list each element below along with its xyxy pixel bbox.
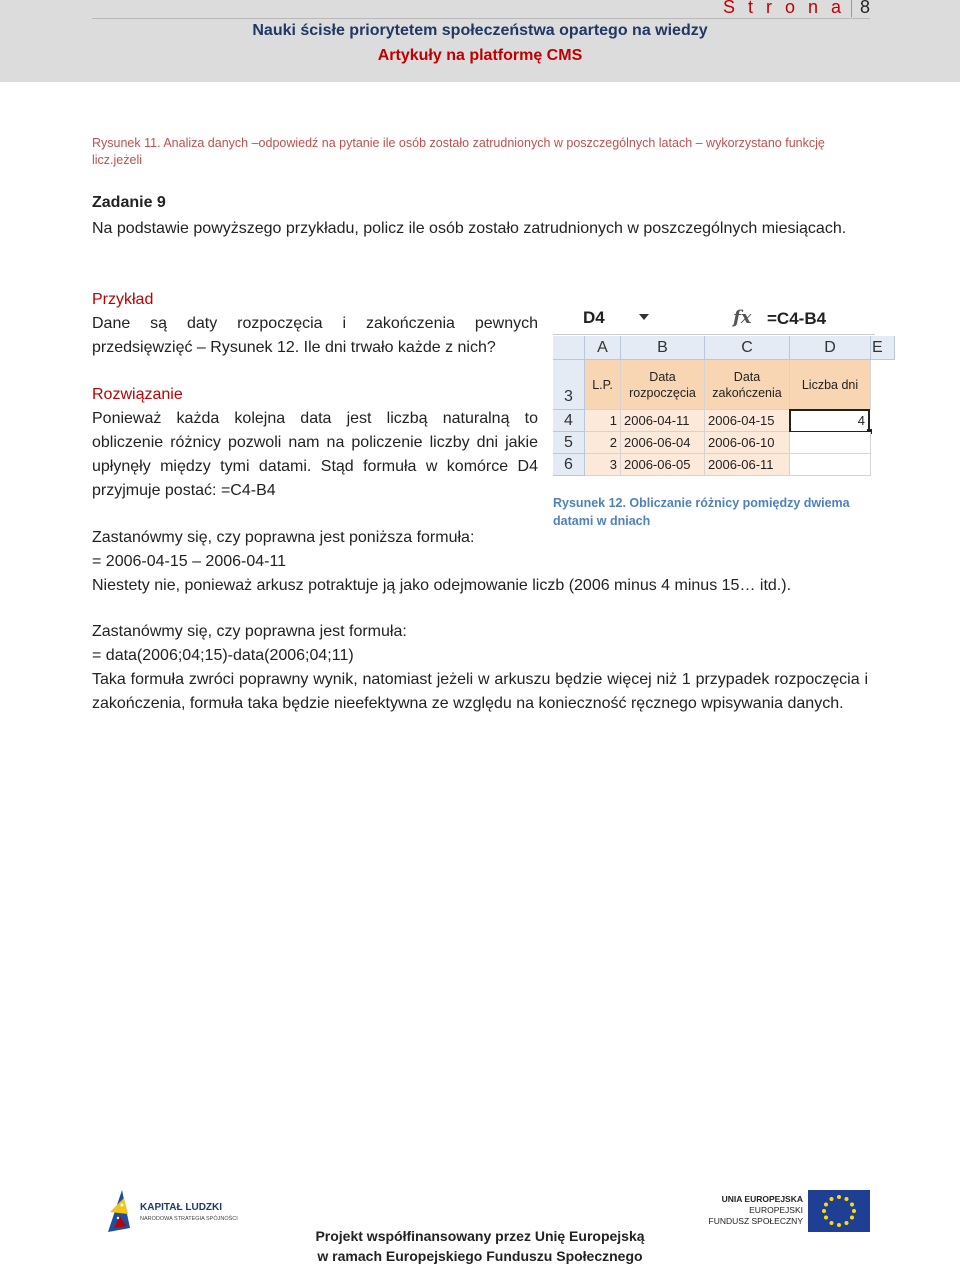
header-subtitle: Artykuły na platformę CMS bbox=[377, 47, 583, 64]
cell-c3[interactable]: Data zakończenia bbox=[705, 360, 790, 410]
row-header-3[interactable]: 3 bbox=[553, 360, 585, 410]
eu-flag-icon bbox=[808, 1190, 870, 1232]
footer-line-1: Projekt współfinansowany przez Unię Europejską bbox=[315, 1228, 645, 1244]
example-text: Dane są daty rozpoczęcia i zakończenia pewnych przedsięwzięć – Rysunek 12. Ile dni trwało każde z nich? bbox=[92, 315, 538, 356]
footer-line-2: w ramach Europejskiego Funduszu Społecznego bbox=[317, 1248, 643, 1264]
paragraph-2: = 2006-04-15 – 2006-04-11 bbox=[92, 553, 287, 570]
column-header-a[interactable]: A bbox=[585, 336, 621, 360]
column-header-b[interactable]: B bbox=[621, 336, 705, 360]
cell-b6[interactable]: 2006-06-05 bbox=[621, 454, 705, 476]
row-header-6[interactable]: 6 bbox=[553, 454, 585, 476]
chevron-down-icon[interactable] bbox=[639, 314, 649, 320]
cell-d6[interactable] bbox=[790, 454, 871, 476]
cell-c5[interactable]: 2006-06-10 bbox=[705, 432, 790, 454]
paragraph-1: Zastanówmy się, czy poprawna jest poniższa formuła: bbox=[92, 529, 475, 546]
cell-d5[interactable] bbox=[790, 432, 871, 454]
logo-left-title: KAPITAŁ LUDZKI bbox=[140, 1202, 223, 1213]
paragraph-6: Taka formuła zwróci poprawny wynik, natomiast jeżeli w arkuszu będzie więcej niż 1 przypadek rozpoczęcia i zakończenia, formuła taka będzie nieefektywna ze względu na konieczność ręcznego wpisywania danych. bbox=[92, 671, 868, 712]
page-header bbox=[0, 0, 960, 82]
cell-b3[interactable]: Data rozpoczęcia bbox=[621, 360, 705, 410]
cell-a4[interactable]: 1 bbox=[585, 410, 621, 432]
column-header-e[interactable]: E bbox=[871, 336, 895, 360]
row-header-5[interactable]: 5 bbox=[553, 432, 585, 454]
header-rule bbox=[92, 18, 870, 19]
cell-a6[interactable]: 3 bbox=[585, 454, 621, 476]
header-title: Nauki ścisłe priorytetem społeczeństwa opartego na wiedzy bbox=[252, 22, 708, 39]
page-label: S t r o n a bbox=[722, 0, 845, 17]
logo-right-text bbox=[708, 1194, 803, 1227]
cell-c4[interactable]: 2006-04-15 bbox=[705, 410, 790, 432]
cell-a5[interactable]: 2 bbox=[585, 432, 621, 454]
fx-icon[interactable]: fx bbox=[733, 307, 752, 328]
figure-11-caption: Rysunek 11. Analiza danych –odpowiedź na pytanie ile osób zostało zatrudnionych w poszczególnych latach – wykorzystano funkcję licz.jeżeli bbox=[92, 136, 825, 167]
cell-d4-selected[interactable]: 4 bbox=[789, 409, 870, 433]
paragraph-4: Zastanówmy się, czy poprawna jest formuła: bbox=[92, 623, 407, 640]
select-all-corner[interactable] bbox=[553, 336, 585, 360]
spreadsheet-figure bbox=[553, 304, 883, 486]
formula-text[interactable]: =C4-B4 bbox=[767, 309, 827, 328]
paragraph-3: Niestety nie, ponieważ arkusz potraktuje ją jako odejmowanie liczb (2006 minus 4 minus 15… itd.). bbox=[92, 577, 792, 594]
example-heading: Przykład bbox=[92, 291, 154, 308]
solution-text: Ponieważ każda kolejna data jest liczbą naturalną to obliczenie różnicy pozwoli nam na policzenie liczby dni jakie upłynęły między tymi datami. Stąd formuła w komórce D4 przyjmuje postać: =C4-B4 bbox=[92, 410, 538, 499]
formula-bar bbox=[553, 304, 875, 335]
logo-right-line2: EUROPEJSKI bbox=[749, 1205, 803, 1215]
cell-b5[interactable]: 2006-06-04 bbox=[621, 432, 705, 454]
cell-b4[interactable]: 2006-04-11 bbox=[621, 410, 705, 432]
column-header-d[interactable]: D bbox=[790, 336, 871, 360]
logo-right-line1: UNIA EUROPEJSKA bbox=[721, 1194, 803, 1204]
cell-d3[interactable]: Liczba dni bbox=[790, 360, 871, 410]
task-9-text: Na podstawie powyższego przykładu, policz ile osób zostało zatrudnionych w poszczególnych miesiącach. bbox=[92, 220, 847, 237]
task-9-heading: Zadanie 9 bbox=[92, 194, 166, 211]
logo-left-subtitle: NARODOWA STRATEGIA SPÓJNOŚCI bbox=[140, 1216, 238, 1222]
name-box[interactable]: D4 bbox=[583, 308, 605, 327]
cell-a3[interactable]: L.P. bbox=[585, 360, 621, 410]
solution-heading: Rozwiązanie bbox=[92, 386, 183, 403]
column-header-c[interactable]: C bbox=[705, 336, 790, 360]
page-number-block bbox=[723, 0, 870, 18]
row-header-4[interactable]: 4 bbox=[553, 410, 585, 432]
logo-right-line3: FUNDUSZ SPOŁECZNY bbox=[708, 1216, 803, 1226]
paragraph-5: = data(2006;04;15)-data(2006;04;11) bbox=[92, 647, 354, 664]
page-number: 8 bbox=[851, 0, 870, 17]
figure-12-caption: Rysunek 12. Obliczanie różnicy pomiędzy dwiema datami w dniach bbox=[553, 496, 850, 528]
cell-c6[interactable]: 2006-06-11 bbox=[705, 454, 790, 476]
